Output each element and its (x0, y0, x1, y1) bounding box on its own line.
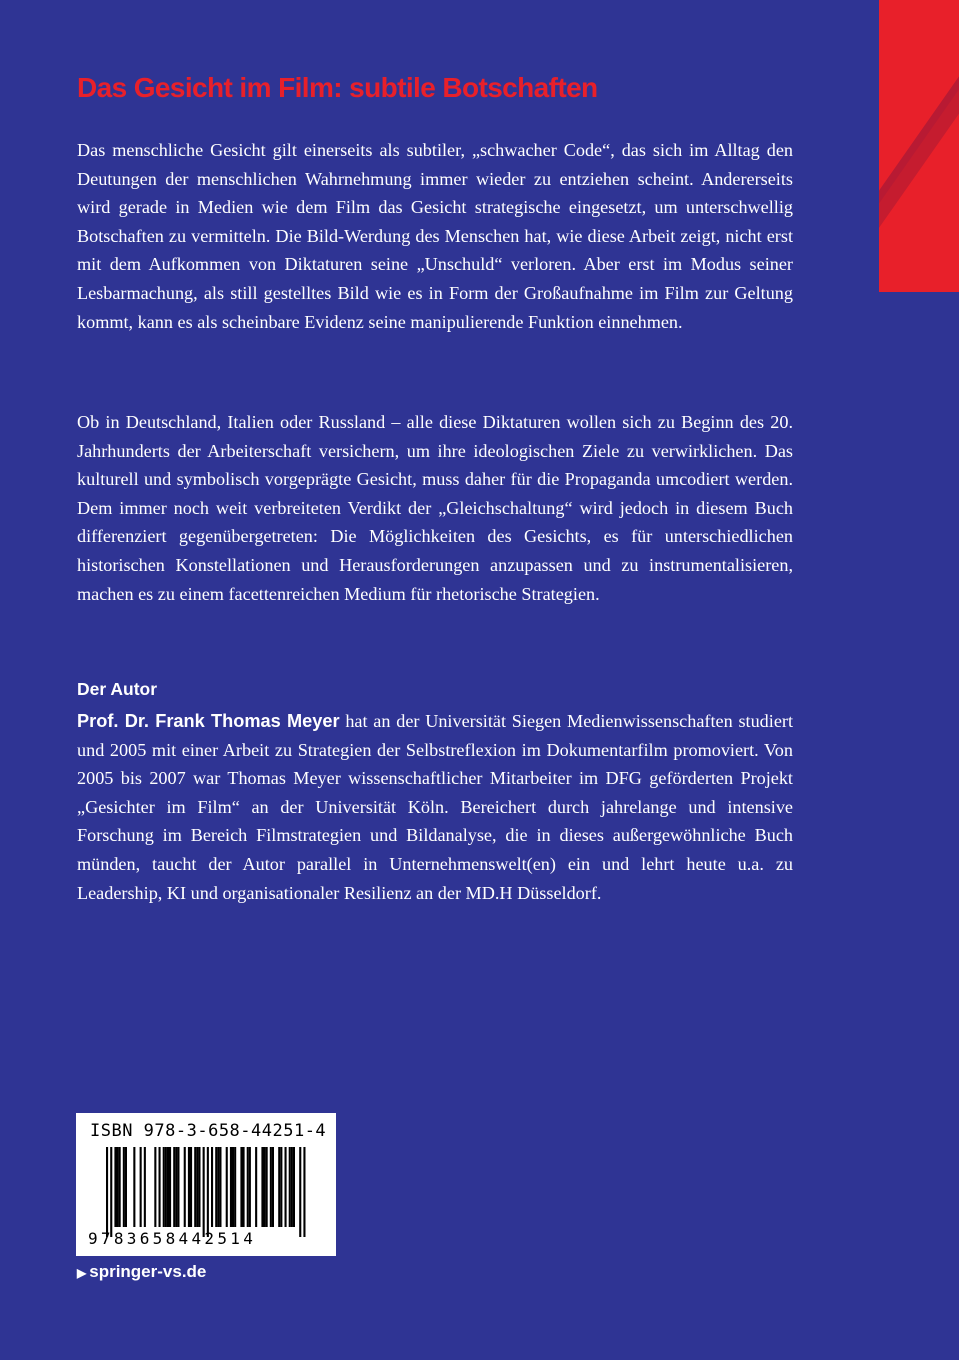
barcode-bar (226, 1147, 228, 1227)
barcode-bar (163, 1147, 165, 1227)
arrow-right-icon: ▶ (77, 1266, 87, 1280)
barcode-bar (243, 1147, 245, 1227)
barcode-bars (106, 1147, 306, 1239)
barcode-bar (247, 1147, 249, 1227)
barcode-bar (280, 1147, 282, 1227)
isbn-barcode (76, 1113, 336, 1256)
barcode-bar (255, 1147, 257, 1227)
publisher-link[interactable] (77, 1262, 206, 1282)
barcode-bar (270, 1147, 272, 1227)
barcode-bar (232, 1147, 234, 1227)
barcode-bar (114, 1147, 116, 1227)
barcode-bar (169, 1147, 171, 1227)
barcode-bar (196, 1147, 198, 1227)
barcode-bar (249, 1147, 251, 1227)
barcode-bar (194, 1147, 196, 1227)
barcode-bar (207, 1147, 209, 1237)
blurb-paragraph: Ob in Deutschland, Italien oder Russland – alle diese Diktaturen wollen sich zu Beginn des 20. Jahrhunderts der Arbeiterschaft versichern, um ihre ideologischen Ziele zu verwirklichen. Das kulturell und symbolisch vorgeprägte Gesicht, muss daher für die Propaganda umcodiert werden. Dem immer noch weit verbreiteten Verdikt der „Gleichschaltung“ wird jedoch in diesem Buch differenziert gegenübergetreten: Die Möglichkeiten des Gesichts, es für unterschiedlichen historischen Konstellationen und Herausforderungen anzupassen und zu instrumentalisieren, machen es zu einem facettenreichen Medium für rhetorische Strategien. (77, 412, 793, 604)
author-bio (77, 707, 793, 907)
barcode-bar (203, 1147, 205, 1237)
isbn-label: ISBN 978-3-658-44251-4 (90, 1121, 327, 1141)
publisher-link-text: springer-vs.de (89, 1262, 207, 1281)
author-bio-text: hat an der Universität Siegen Medienwissenschaften studiert und 2005 mit einer Arbeit zu Strategien der Selbstreflexion im Dokumentarfilm promoviert. Von 2005 bis 2007 war Thomas Meyer wissenschaftlicher Mitarbeiter im DFG geförderten Projekt „Gesichter im Film“ an der Universität Köln. Bereichert durch jahrelange und intensive Forschung im Bereich Filmstrategien und Bildanalyse, die in dieses außergewöhnliche Buch münden, taucht der Autor parallel in Unternehmenswelt(en) ein und lehrt heute u.a. zu Leadership, KI und organisationaler Resilienz an der MD.H Düsseldorf. (77, 711, 794, 903)
corner-stripe (879, 0, 959, 292)
barcode-bar (144, 1147, 146, 1227)
barcode-bar (289, 1147, 291, 1227)
author-name: Prof. Dr. Frank Thomas Meyer (77, 711, 340, 731)
barcode-bar (240, 1147, 242, 1227)
barcode-bar (125, 1147, 127, 1227)
barcode-bar (159, 1147, 161, 1227)
barcode-bar (123, 1147, 125, 1227)
barcode-bar (299, 1147, 301, 1237)
barcode-bar (165, 1147, 167, 1227)
barcode-bar (293, 1147, 295, 1227)
barcode-bar (106, 1147, 108, 1237)
barcode-bar (285, 1147, 287, 1227)
barcode-bar (211, 1147, 213, 1227)
barcode-bar (154, 1147, 156, 1227)
barcode-bar (234, 1147, 236, 1227)
barcode-bar (175, 1147, 177, 1227)
barcode-bar (198, 1147, 200, 1227)
barcode-bar (215, 1147, 217, 1227)
barcode-bar (177, 1147, 179, 1227)
barcode-bar (278, 1147, 280, 1227)
barcode-bar (230, 1147, 232, 1227)
author-heading: Der Autor (77, 679, 158, 699)
barcode-bar (173, 1147, 175, 1227)
barcode-bar (117, 1147, 119, 1227)
barcode-bar (119, 1147, 121, 1227)
barcode-bar (303, 1147, 305, 1237)
barcode-bar (266, 1147, 268, 1227)
barcode-bar (110, 1147, 112, 1237)
barcode-bar (133, 1147, 135, 1227)
barcode-bar (217, 1147, 219, 1227)
barcode-bar (140, 1147, 142, 1227)
blurb-paragraph: Das menschliche Gesicht gilt einerseits als subtiler, „schwacher Code“, das sich im Alltag den Deutungen der menschlichen Wahrnehmung immer wieder zu entziehen scheint. Andererseits wird gerade in Medien wie dem Film das Gesicht strategische eingesetzt, um unterschwellig Botschaften zu vermitteln. Die Bild-Werdung des Menschen hat, wie diese Arbeit zeigt, nicht erst mit dem Aufkommen von Diktaturen seine „Unschuld“ verloren. Aber erst im Modus seiner Lesbarmachung, als still gestelltes Bild wie es in Form der Großaufnahme im Film zur Geltung kommt, kann es als scheinbare Evidenz seine manipulierende Funktion einnehmen. (77, 140, 793, 332)
corner-decoration (879, 0, 959, 292)
page-title: Das Gesicht im Film: subtile Botschaften (77, 72, 598, 103)
barcode-bar (190, 1147, 192, 1227)
barcode-bar (167, 1147, 169, 1227)
barcode-bar (188, 1147, 190, 1227)
barcode-digits: 9783658442514 (88, 1229, 257, 1248)
barcode-bar (291, 1147, 293, 1227)
barcode-bar (272, 1147, 274, 1227)
barcode-bar (184, 1147, 186, 1227)
barcode-bar (261, 1147, 263, 1227)
barcode-bar (219, 1147, 221, 1227)
barcode-bar (264, 1147, 266, 1227)
